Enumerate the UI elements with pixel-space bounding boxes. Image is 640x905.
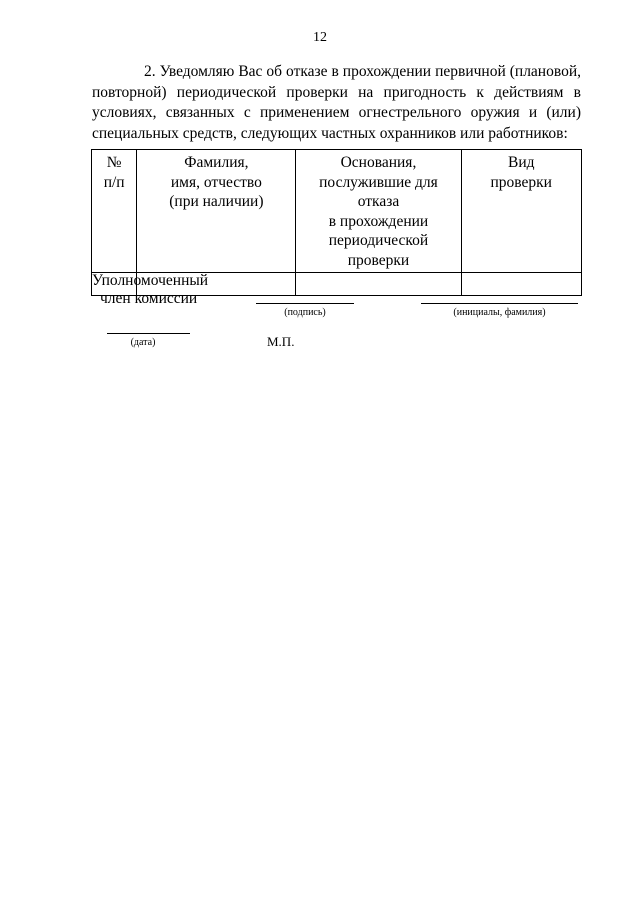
signer-title — [92, 272, 208, 308]
table-header-row — [92, 150, 582, 273]
signature-line[interactable] — [256, 303, 354, 304]
header-check-type — [461, 150, 582, 273]
signature-caption: (подпись) — [284, 307, 326, 318]
header-type-line1: Вид — [507, 154, 535, 171]
notification-paragraph: 2. Уведомляю Вас об отказе в прохождении первичной (плановой, повторной) периодической проверки на пригодность к действиям в условиях, связанных с применением огнестрельного оружия и (или) специальных средств, следующих частных охранников или работников: — [92, 63, 581, 142]
header-reason-line1: Основания, — [340, 154, 417, 171]
initials-caption: (инициалы, фамилия) — [453, 307, 546, 318]
cell-check-type[interactable] — [461, 273, 582, 296]
header-name-line3: (при наличии) — [169, 193, 264, 210]
cell-reason[interactable] — [296, 273, 461, 296]
stamp-label: М.П. — [267, 334, 295, 349]
initials-line[interactable] — [421, 303, 578, 304]
header-name-line2: имя, отчество — [170, 173, 262, 191]
date-caption: (дата) — [130, 337, 156, 348]
header-reason-line4: периодической проверки — [328, 232, 429, 269]
header-reason — [296, 150, 461, 273]
header-number — [92, 150, 137, 273]
signer-title-line2: член комиссии — [100, 290, 198, 307]
signer-title-line1: Уполномоченный — [92, 272, 209, 289]
header-type-line2: проверки — [490, 173, 552, 191]
header-name-line1: Фамилия, — [184, 154, 249, 171]
header-reason-line2: послужившие для отказа — [319, 173, 438, 210]
header-full-name — [137, 150, 296, 273]
date-line[interactable] — [107, 333, 190, 334]
page-number: 12 — [313, 30, 327, 45]
header-number-line2: п/п — [103, 173, 125, 191]
header-reason-line3: в прохождении — [328, 212, 429, 230]
header-number-line1: № — [106, 154, 122, 171]
